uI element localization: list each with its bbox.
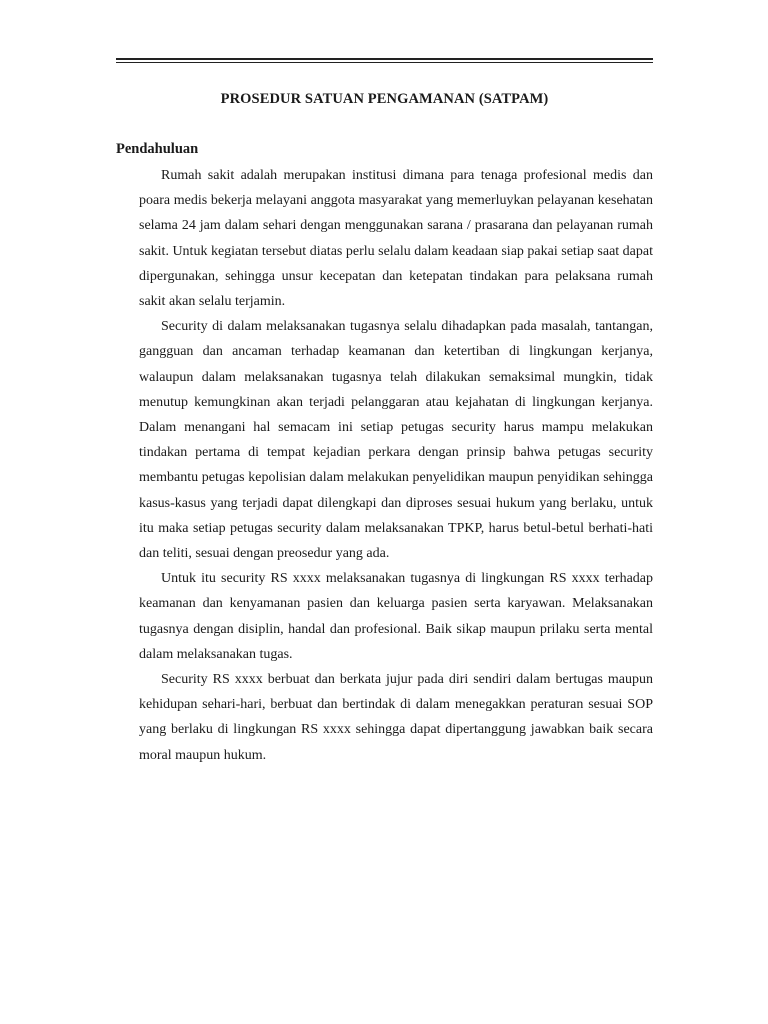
paragraph-4: Security RS xxxx berbuat dan berkata jujur pada diri sendiri dalam bertugas maupun kehidupan sehari-hari, berbuat dan bertindak di dalam menegakkan peraturan sesuai SOP yang berlaku di lingkungan RS xxxx sehingga dapat dipertanggung jawabkan baik secara moral maupun hukum.	[139, 672, 653, 763]
header-rule-thin	[116, 62, 653, 63]
document-title: PROSEDUR SATUAN PENGAMANAN (SATPAM)	[220, 91, 549, 107]
document-body	[139, 163, 653, 768]
paragraph-2: Security di dalam melaksanakan tugasnya selalu dihadapkan pada masalah, tantangan, gangguan dan ancaman terhadap keamanan dan ketertiban di lingkungan kerjanya, walaupun dalam melaksanakan tugasnya telah dilakukan semaksimal mungkin, tidak menutup kemungkinan akan terjadi pelanggaran atau kejahatan di lingkungan kerjanya. Dalam menangani hal semacam ini setiap petugas security harus mampu melakukan tindakan pertama di tempat kejadian perkara dengan prinsip bahwa petugas security membantu petugas kepolisian dalam melakukan penyelidikan maupun penyidikan sehingga kasus-kasus yang terjadi dapat dilengkapi dan diproses sesuai hukum yang berlaku, untuk itu maka setiap petugas security dalam melaksanakan TPKP, harus betul-betul berhati-hati dan teliti, sesuai dengan preosedur yang ada.	[139, 319, 653, 562]
paragraph-3: Untuk itu security RS xxxx melaksanakan tugasnya di lingkungan RS xxxx terhadap keamanan dan kenyamanan pasien dan keluarga pasien serta karyawan. Melaksanakan tugasnya dengan disiplin, handal dan profesional. Baik sikap maupun prilaku serta mental dalam melaksanakan tugas.	[139, 571, 653, 662]
section-heading: Pendahuluan	[116, 141, 199, 157]
header-rule-thick	[116, 58, 653, 60]
paragraph-1: Rumah sakit adalah merupakan institusi dimana para tenaga profesional medis dan poara medis bekerja melayani anggota masyarakat yang memerluykan pelayanan kesehatan selama 24 jam dalam sehari dengan menggunakan sarana / prasarana dan pelayanan rumah sakit. Untuk kegiatan tersebut diatas perlu selalu dalam keadaan siap pakai setiap saat dapat dipergunakan, sehingga unsur kecepatan dan ketepatan tindakan para pelaksana rumah sakit akan selalu terjamin.	[139, 168, 653, 310]
